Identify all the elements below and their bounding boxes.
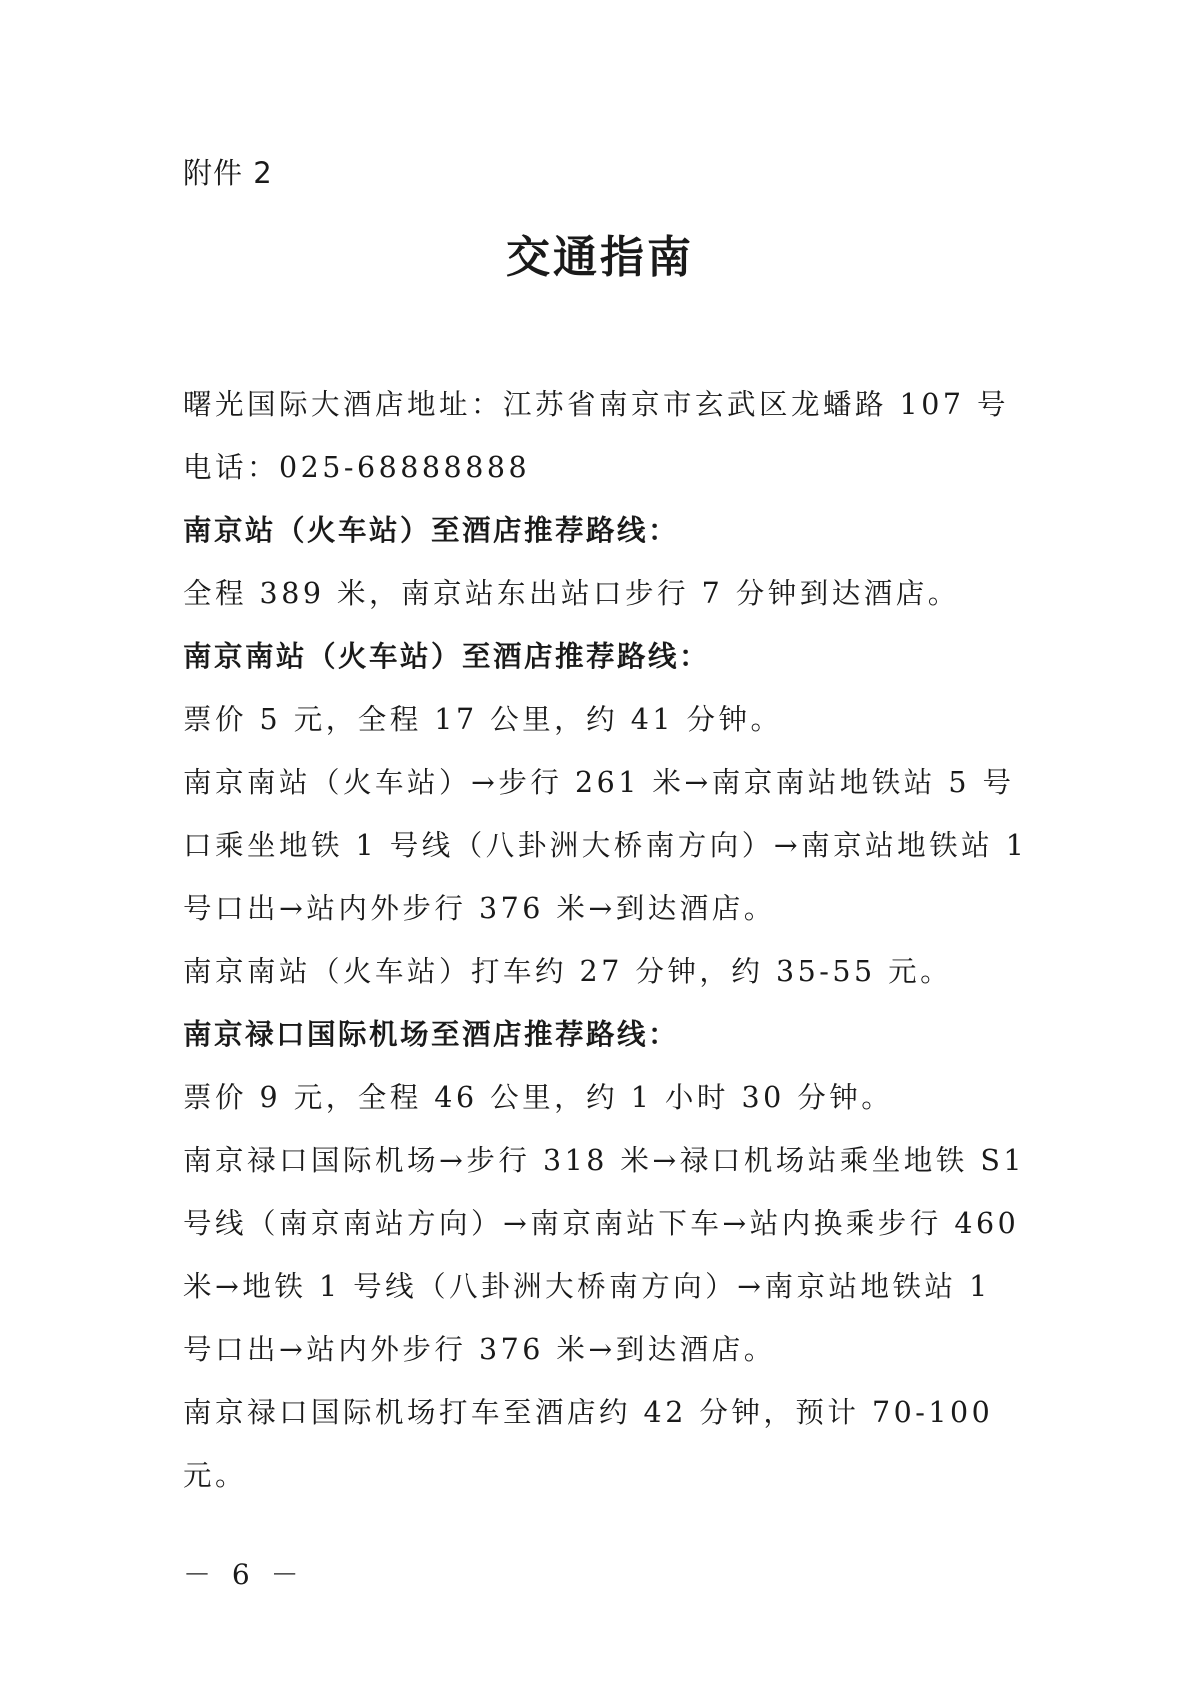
page-title: 交通指南 [506,232,694,283]
document-body [183,373,1040,1507]
hotel-phone: 电话：025-68888888 [183,451,531,484]
hotel-address: 曙光国际大酒店地址：江苏省南京市玄武区龙蟠路 107 号 [183,388,1010,421]
route-line: 票价 5 元，全程 17 公里，约 41 分钟。 [183,703,783,736]
route-line: 南京禄口国际机场打车至酒店约 42 分钟，预计 70-100 元。 [183,1396,1006,1492]
route-heading-nanjing-south-station: 南京南站（火车站）至酒店推荐路线： [183,640,711,673]
route-line: 南京禄口国际机场→步行 318 米→禄口机场站乘坐地铁 S1 号线（南京南站方向）→南京南站下车→站内换乘步行 460 米→地铁 1 号线（八卦洲大桥南方向）→南京站地铁站 1 号口出→站内外步行 376 米→到达酒店。 [183,1144,1038,1366]
route-heading-nanjing-station: 南京站（火车站）至酒店推荐路线： [183,514,680,547]
route-heading-lukou-airport: 南京禄口国际机场至酒店推荐路线： [183,1018,680,1051]
route-line: 全程 389 米，南京站东出站口步行 7 分钟到达酒店。 [183,577,960,610]
page-number: － 6 － [183,1558,305,1591]
attachment-label: 附件 2 [183,156,273,190]
route-line: 南京南站（火车站）→步行 261 米→南京南站地铁站 5 号口乘坐地铁 1 号线（八卦洲大桥南方向）→南京站地铁站 1 号口出→站内外步行 376 米→到达酒店。 [183,766,1040,925]
route-line: 票价 9 元，全程 46 公里，约 1 小时 30 分钟。 [183,1081,894,1114]
route-line: 南京南站（火车站）打车约 27 分钟，约 35-55 元。 [183,955,953,988]
